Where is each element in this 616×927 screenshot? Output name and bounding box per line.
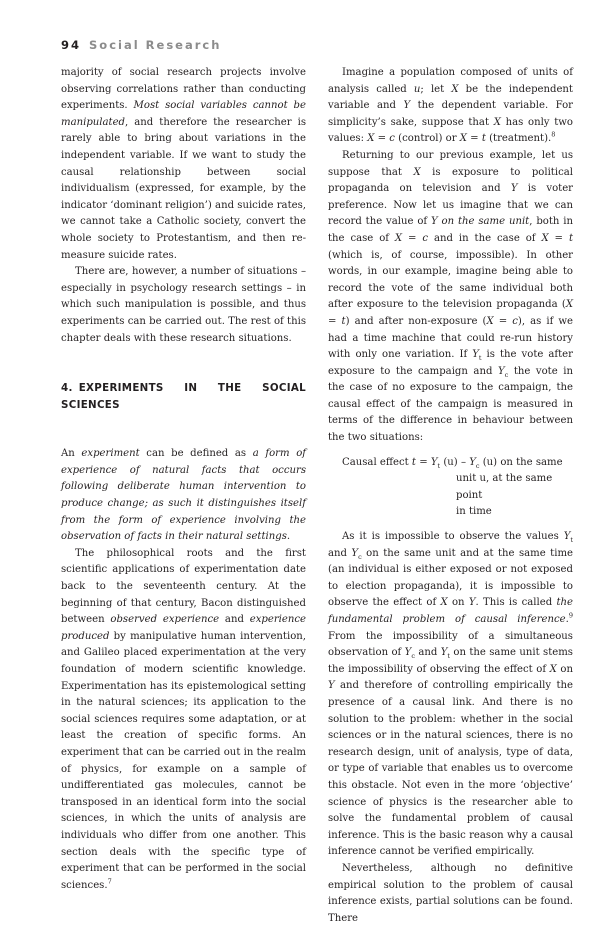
paragraph: An experiment can be defined as a form of experience of natural facts that occurs following deliberate human intervention to produce change; as such it distinguishes itself from the form of experience involving the observation of facts in their natural settings. xyxy=(61,448,307,543)
footnote-marker: 7 xyxy=(107,877,112,886)
page-number: 94 xyxy=(61,38,82,52)
right-column xyxy=(328,65,573,927)
paragraph: Returning to our previous example, let us suppose that X is exposure to political propaganda on television and Y is voter preference. Now let us imagine that we can record the value of Y on the same unit, both in the case of X = c and in the case of X = t (which is, of course, impossible). In other words, in our example, imagine being able to record the vote of the same individual both after exposure to the television propaganda (X = t) and after non-exposure (X = c), as if we had a time machine that could re-run history with only one variation. If $Y_t$ is the vote after exposure to the campaign and $Y_c$ the vote in the case of no exposure to the campaign, the causal effect of the campaign is measured in terms of the difference in behaviour between the two situations: xyxy=(328,149,573,444)
running-title: Social Research xyxy=(89,38,222,52)
causal-effect-formula: Causal effect $t = Y_t$ $(u) - Y_c$ (u) on the same unit u, at the same point in time xyxy=(342,456,563,518)
section-title: EXPERIMENTS IN THE SOCIAL SCIENCES xyxy=(61,382,306,411)
paragraph: majority of social research projects involve observing correlations rather than conducting experiments. Most social variables cannot be manipulated, and therefore the researcher is rarely able to bring about variations in the independent variable. If we want to study the causal relationship between social individualism (expressed, for example, by the indicator ‘dominant religion’) and suicide rates, we cannot take a Catholic society, convert the whole society to Protestantism, and then re-measure suicide rates. xyxy=(61,67,306,261)
running-header xyxy=(61,38,221,52)
section-heading xyxy=(61,380,306,413)
paragraph: There are, however, a number of situations – especially in psychology research settings – in which such manipulation is possible, and thus experiments can be carried out. The rest of this chapter deals with these research situations. xyxy=(61,266,306,344)
footnote-marker: 8 xyxy=(551,131,556,140)
footnote-marker: 9 xyxy=(568,611,573,620)
left-column xyxy=(61,65,306,894)
section-number: 4. xyxy=(61,382,73,395)
paragraph: The philosophical roots and the first scientific applications of experimentation date back to the seventeenth century. At the beginning of that century, Bacon distinguished between observed experience and experience produced by manipulative human intervention, and Galileo placed experimentation at the very foundation of modern scientific knowledge. Experimentation has its epistemological setting in the natural sciences; its application to the social sciences requires some adaptation, or at least the creation of specific forms. An experiment that can be carried out in the realm of physics, for example on a sample of undifferentiated gas molecules, cannot be transposed in an identical form into the social sciences, in which the units of analysis are individuals who differ from one another. This section deals with the specific type of experiment that can be performed in the social sciences.$^7$ xyxy=(61,547,306,891)
paragraph: Nevertheless, although no definitive empirical solution to the problem of causal inference exists, partial solutions can be found. There xyxy=(328,862,573,924)
paragraph: As it is impossible to observe the values $Y_t$ and $Y_c$ on the same unit and at the same time (an individual is either exposed or not exposed to election propaganda), it is impossible to observe the effect of X on Y. This is called the fundamental problem of causal inference.$^9$ From the impossibility of a simultaneous observation of $Y_c$ and $Y_t$ on the same unit stems the impossibility of observing the effect of X on Y and therefore of controlling empirically the presence of a causal link. And there is no solution to the problem: whether in the social sciences or in the natural sciences, there is no research design, unit of analysis, type of data, or type of variable that enables us to overcome this obstacle. Not even in the more ‘objective’ science of physics is the researcher able to solve the fundamental problem of causal inference. This is the basic reason why a causal inference cannot be verified empirically. xyxy=(328,531,574,858)
paragraph: Imagine a population composed of units of analysis called u; let X be the independent variable and Y the dependent variable. For simplicity’s sake, suppose that X has only two values: X = c (control) or X = t (treatment).$^8$ xyxy=(328,67,573,145)
